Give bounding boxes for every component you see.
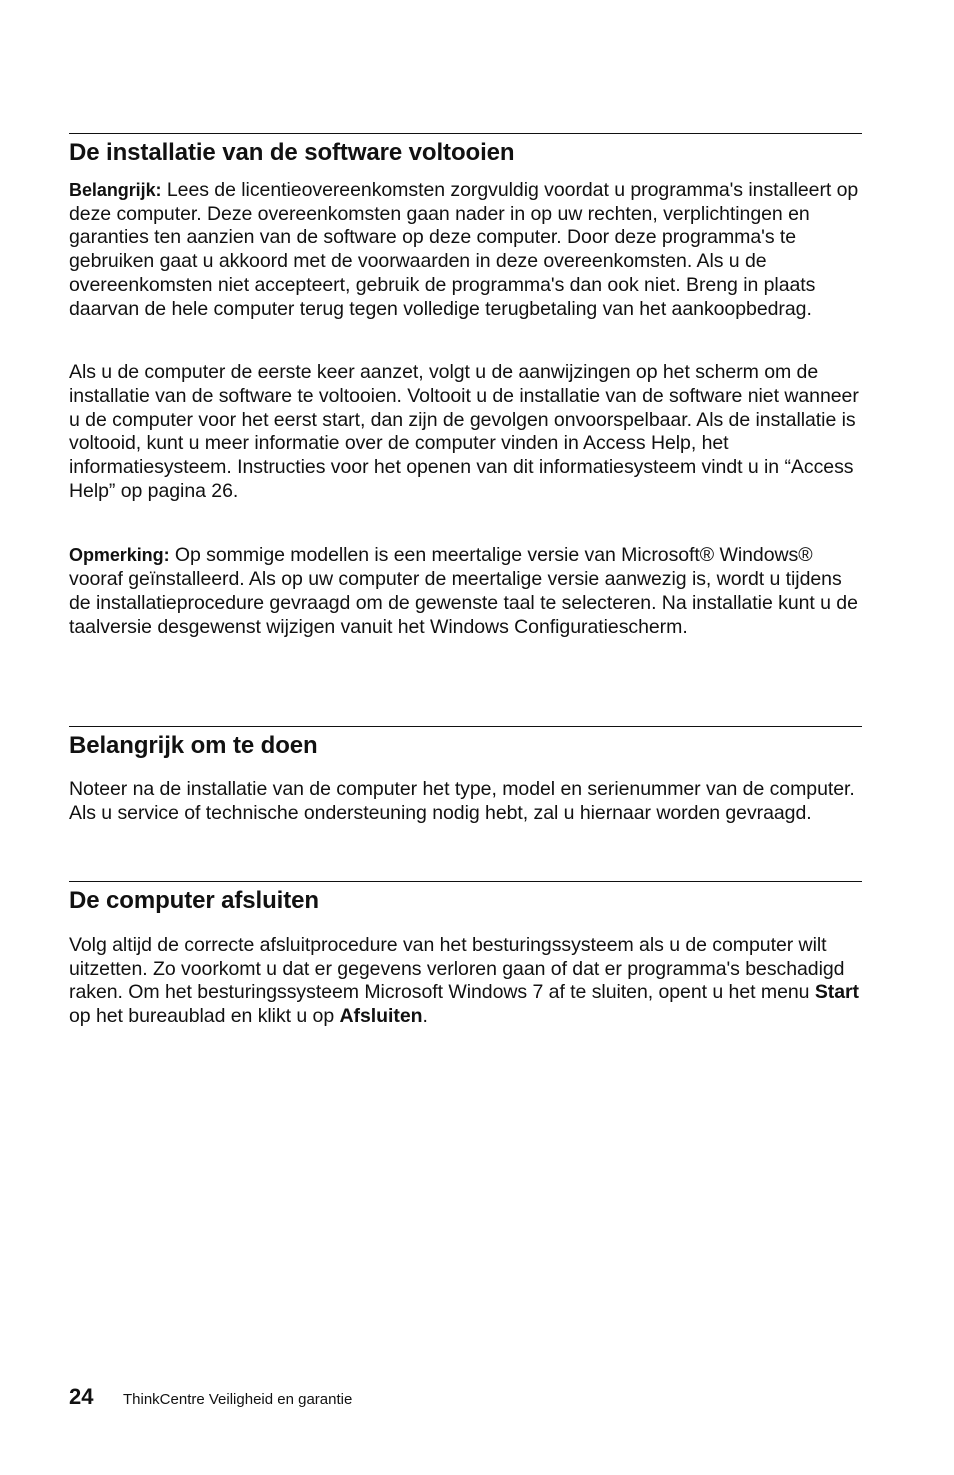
section-heading: De computer afsluiten — [69, 887, 319, 914]
shutdown-label: Afsluiten — [339, 1005, 423, 1028]
important-text: Lees de licentieovereenkomsten zorgvuldig voordat u programma's installeert op deze computer. Deze overeenkomsten gaan nader in op uw rechten, verplichtingen en garanties ten aanzien van de software op deze computer. Door deze programma's te gebruiken gaat u akkoord met de voorwaarden in deze overeenkomsten. Als u de overeenkomsten niet accepteert, gebruik de programma's dan ook niet. Breng in plaats daarvan de hele computer terug tegen volledige terugbetaling van het aankoopbedrag. — [69, 179, 859, 320]
shutdown-text-middle: op het bureaublad en klikt u op — [69, 1005, 340, 1028]
page-footer — [69, 1384, 352, 1414]
page-number: 24 — [69, 1384, 94, 1409]
important-paragraph — [69, 179, 862, 321]
document-title: ThinkCentre Veiligheid en garantie — [123, 1391, 353, 1408]
note-label: Opmerking: — [69, 545, 170, 566]
section-heading: De installatie van de software voltooien — [69, 139, 515, 166]
note-text: Op sommige modellen is een meertalige versie van Microsoft® Windows® vooraf geïnstalleerd. Als op uw computer de meertalige versie aanwezig is, wordt u tijdens de installatieprocedure gevraagd om de gewenste taal te selecteren. Na installatie kunt u de taalversie desgewenst wijzigen vanuit het Windows Configuratiescherm. — [69, 544, 858, 638]
shutdown-text-end: . — [422, 1005, 428, 1028]
section-software-installation — [69, 133, 862, 639]
start-menu-label: Start — [814, 981, 860, 1004]
important-label: Belangrijk: — [69, 180, 162, 200]
important-to-do-paragraph: Noteer na de installatie van de computer het type, model en serienummer van de computer. Als u service of technische ondersteuning nodig hebt, zal u hiernaar worden gevraagd. — [69, 778, 855, 824]
section-shutdown — [69, 881, 862, 1029]
section-important-to-do — [69, 726, 862, 825]
shutdown-text: Volg altijd de correcte afsluitprocedure van het besturingssysteem als u de computer wilt uitzetten. Zo voorkomt u dat er gegevens verloren gaan of dat er programma's beschadigd raken. Om het besturingssysteem Microsoft Windows 7 af te sluiten, opent u het menu — [69, 934, 845, 1004]
note-paragraph — [69, 544, 862, 639]
section-heading: Belangrijk om te doen — [69, 732, 318, 759]
installation-paragraph: Als u de computer de eerste keer aanzet, volgt u de aanwijzingen op het scherm om de installatie van de software te voltooien. Voltooit u de installatie van de software niet wanneer u de computer voor het eerst start, dan zijn de gevolgen onvoorspelbaar. Als de installatie is voltooid, kunt u meer informatie over de computer vinden in Access Help, het informatiesysteem. Instructies voor het openen van dit informatiesysteem vindt u in “Access Help” op pagina 26. — [69, 361, 859, 502]
shutdown-paragraph — [69, 934, 862, 1029]
